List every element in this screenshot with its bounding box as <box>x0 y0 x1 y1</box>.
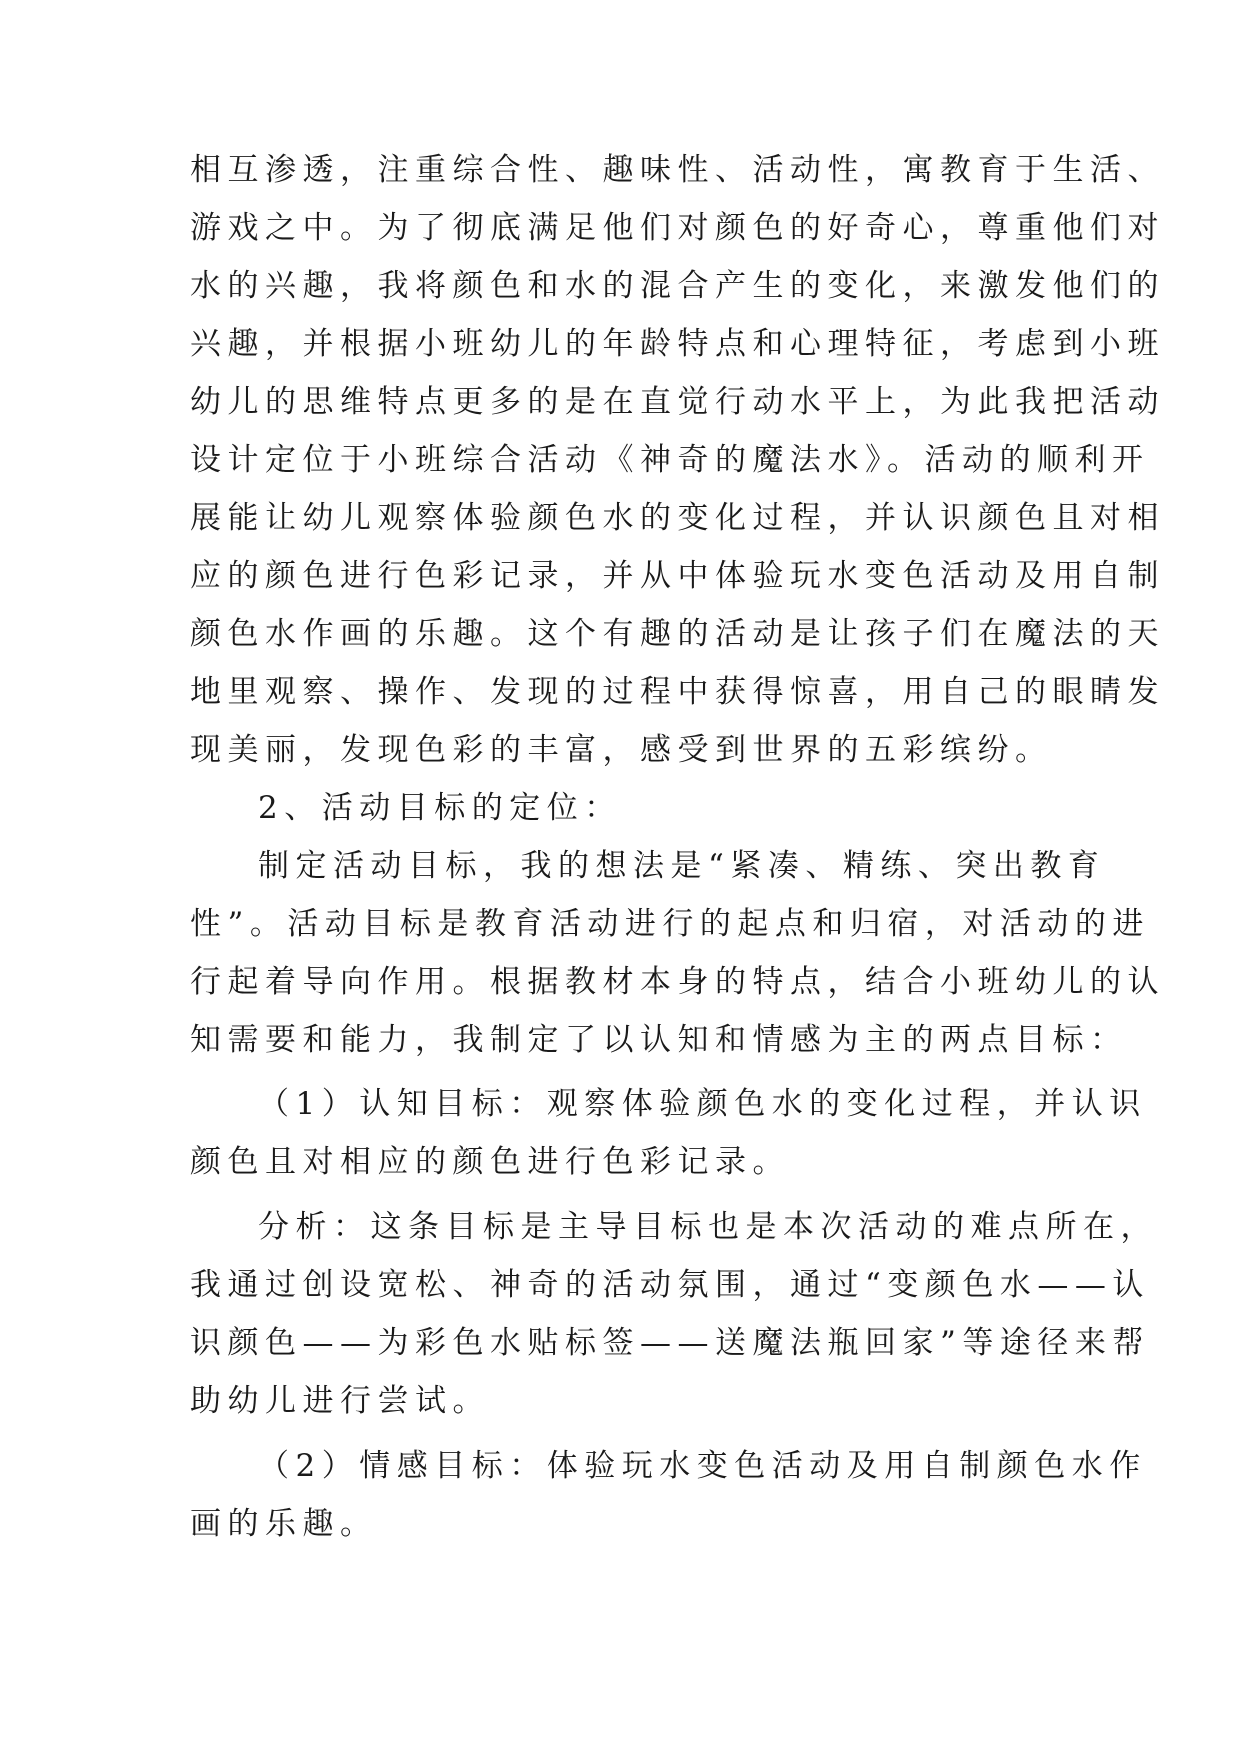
text-line: 画的乐趣。 <box>190 1506 378 1542</box>
text-line: 知需要和能力，我制定了以认知和情感为主的两点目标： <box>190 1022 1128 1058</box>
text-line: 应的颜色进行色彩记录，并从中体验玩水变色活动及用自制 <box>190 558 1165 594</box>
text-line: 识颜色——为彩色水贴标签——送魔法瓶回家”等途径来帮 <box>190 1325 1150 1361</box>
text-line: 兴趣，并根据小班幼儿的年龄特点和心理特征，考虑到小班 <box>190 326 1165 362</box>
text-line: 水的兴趣，我将颜色和水的混合产生的变化，来激发他们的 <box>190 268 1165 304</box>
text-line: 助幼儿进行尝试。 <box>190 1383 490 1419</box>
text-line: 地里观察、操作、发现的过程中获得惊喜，用自己的眼睛发 <box>190 674 1165 710</box>
text-line: 我通过创设宽松、神奇的活动氛围，通过“变颜色水——认 <box>190 1267 1150 1303</box>
text-line: （2）情感目标：体验玩水变色活动及用自制颜色水作 <box>258 1448 1147 1484</box>
text-line: 展能让幼儿观察体验颜色水的变化过程，并认识颜色且对相 <box>190 500 1165 536</box>
text-line: 幼儿的思维特点更多的是在直觉行动水平上，为此我把活动 <box>190 384 1165 420</box>
text-line: 行起着导向作用。根据教材本身的特点，结合小班幼儿的认 <box>190 964 1165 1000</box>
text-line: 颜色水作画的乐趣。这个有趣的活动是让孩子们在魔法的天 <box>190 616 1165 652</box>
text-line: 制定活动目标，我的想法是“紧凑、精练、突出教育 <box>258 848 1106 884</box>
text-line: 相互渗透，注重综合性、趣味性、活动性，寓教育于生活、 <box>190 152 1165 188</box>
text-line: 设计定位于小班综合活动《神奇的魔法水》。活动的顺利开 <box>190 442 1150 478</box>
text-line: 现美丽，发现色彩的丰富，感受到世界的五彩缤纷。 <box>190 732 1053 768</box>
text-line: 颜色且对相应的颜色进行色彩记录。 <box>190 1144 790 1180</box>
section-heading: 2、活动目标的定位： <box>258 790 622 826</box>
text-line: （1）认知目标：观察体验颜色水的变化过程，并认识 <box>258 1086 1147 1122</box>
text-line: 性”。活动目标是教育活动进行的起点和归宿，对活动的进 <box>190 906 1150 942</box>
text-line: 分析：这条目标是主导目标也是本次活动的难点所在， <box>258 1209 1158 1245</box>
text-line: 游戏之中。为了彻底满足他们对颜色的好奇心，尊重他们对 <box>190 210 1165 246</box>
